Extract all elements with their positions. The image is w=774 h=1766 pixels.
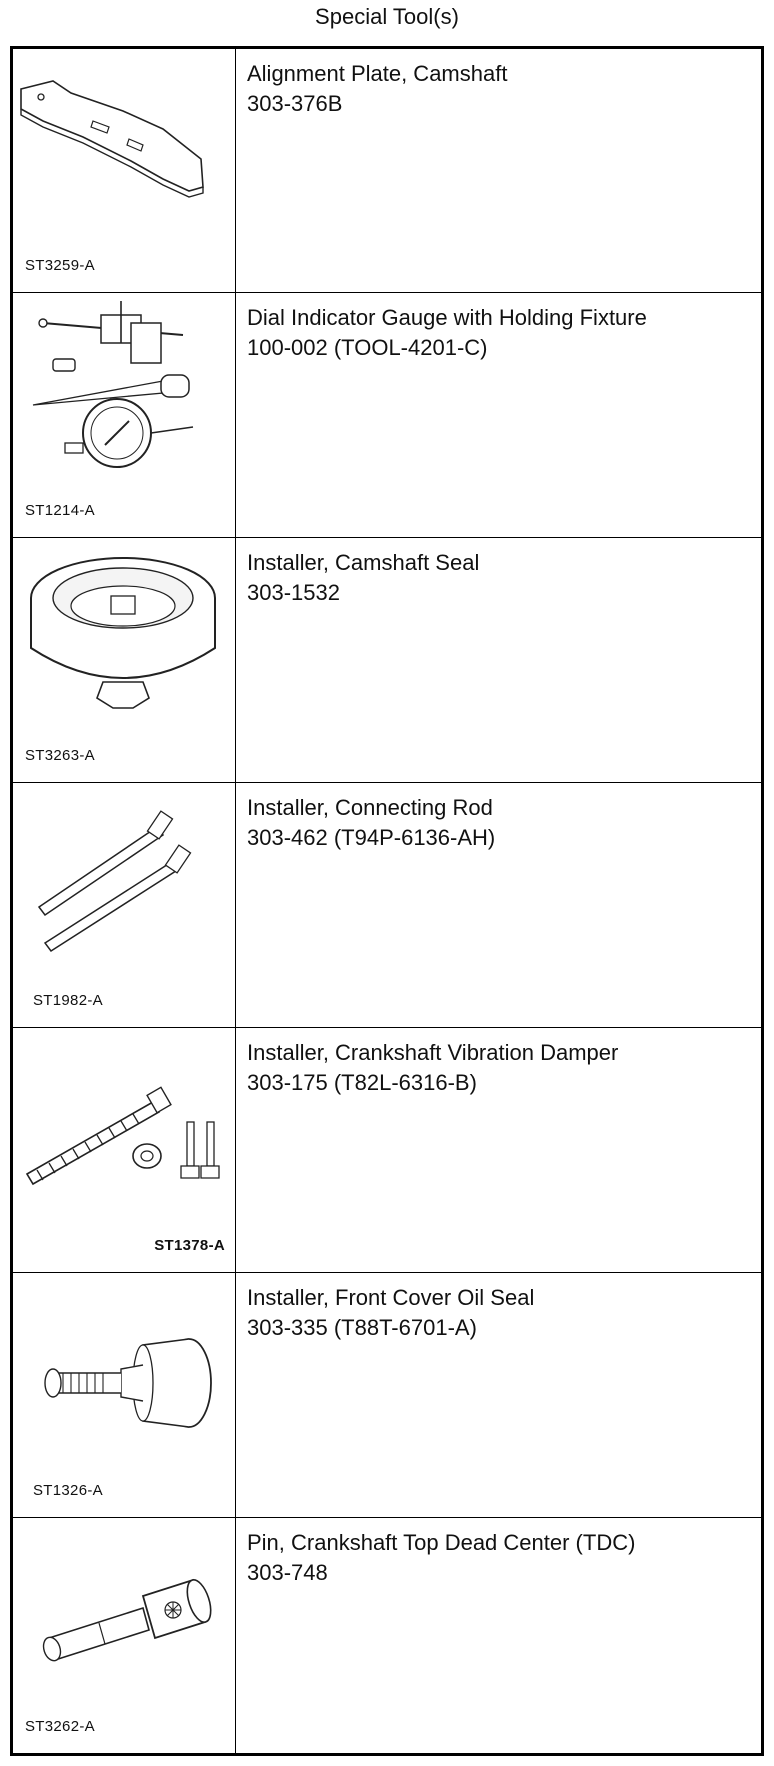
tool-description: [247, 303, 647, 363]
tool-description: [247, 793, 495, 853]
tool-image-cell: [13, 783, 236, 1027]
page-title: Special Tool(s): [315, 4, 459, 29]
tool-image-cell: [13, 1028, 236, 1272]
tool-number: 303-462 (T94P-6136-AH): [247, 825, 496, 850]
tool-name: Installer, Front Cover Oil Seal: [247, 1285, 535, 1310]
tool-code: ST3259-A: [25, 257, 95, 274]
tool-code: ST3262-A: [25, 1718, 95, 1735]
table-row: [13, 538, 761, 783]
tool-number: 303-748: [247, 1560, 328, 1585]
tool-name: Installer, Connecting Rod: [247, 795, 493, 820]
tool-image-cell: [13, 1518, 236, 1753]
table-row: [13, 293, 761, 538]
tool-name: Installer, Crankshaft Vibration Damper: [247, 1040, 619, 1065]
tool-code: ST3263-A: [25, 747, 95, 764]
special-tools-table: [10, 46, 764, 1756]
tool-description: [247, 548, 479, 608]
tool-description: [247, 1528, 635, 1588]
tool-name: Alignment Plate, Camshaft: [247, 61, 508, 86]
tool-image-cell: [13, 293, 236, 537]
oil-seal-installer-icon: [13, 1273, 235, 1517]
alignment-plate-icon: [13, 49, 235, 292]
tool-image-cell: [13, 1273, 236, 1517]
tool-image-cell: [13, 49, 236, 292]
tool-description: [247, 1038, 618, 1098]
tool-number: 303-175 (T82L-6316-B): [247, 1070, 477, 1095]
tdc-pin-icon: [13, 1518, 235, 1752]
damper-installer-icon: [13, 1028, 235, 1272]
table-row: [13, 1028, 761, 1273]
table-row: [13, 783, 761, 1028]
tool-code: ST1326-A: [33, 1482, 103, 1499]
tool-description: [247, 59, 507, 119]
tool-image-cell: [13, 538, 236, 782]
tool-number: 303-1532: [247, 580, 340, 605]
connecting-rod-installer-icon: [13, 783, 235, 1027]
tool-number: 100-002 (TOOL-4201-C): [247, 335, 488, 360]
tool-code: ST1378-A: [154, 1237, 225, 1254]
table-row: [13, 1518, 761, 1753]
tool-code: ST1214-A: [25, 502, 95, 519]
tool-number: 303-376B: [247, 91, 343, 116]
seal-installer-icon: [13, 538, 235, 782]
tool-name: Pin, Crankshaft Top Dead Center (TDC): [247, 1530, 636, 1555]
tool-code: ST1982-A: [33, 992, 103, 1009]
tool-number: 303-335 (T88T-6701-A): [247, 1315, 477, 1340]
table-row: [13, 49, 761, 293]
tool-description: [247, 1283, 534, 1343]
tool-name: Dial Indicator Gauge with Holding Fixture: [247, 305, 647, 330]
table-row: [13, 1273, 761, 1518]
tool-name: Installer, Camshaft Seal: [247, 550, 480, 575]
dial-indicator-icon: [13, 293, 235, 537]
